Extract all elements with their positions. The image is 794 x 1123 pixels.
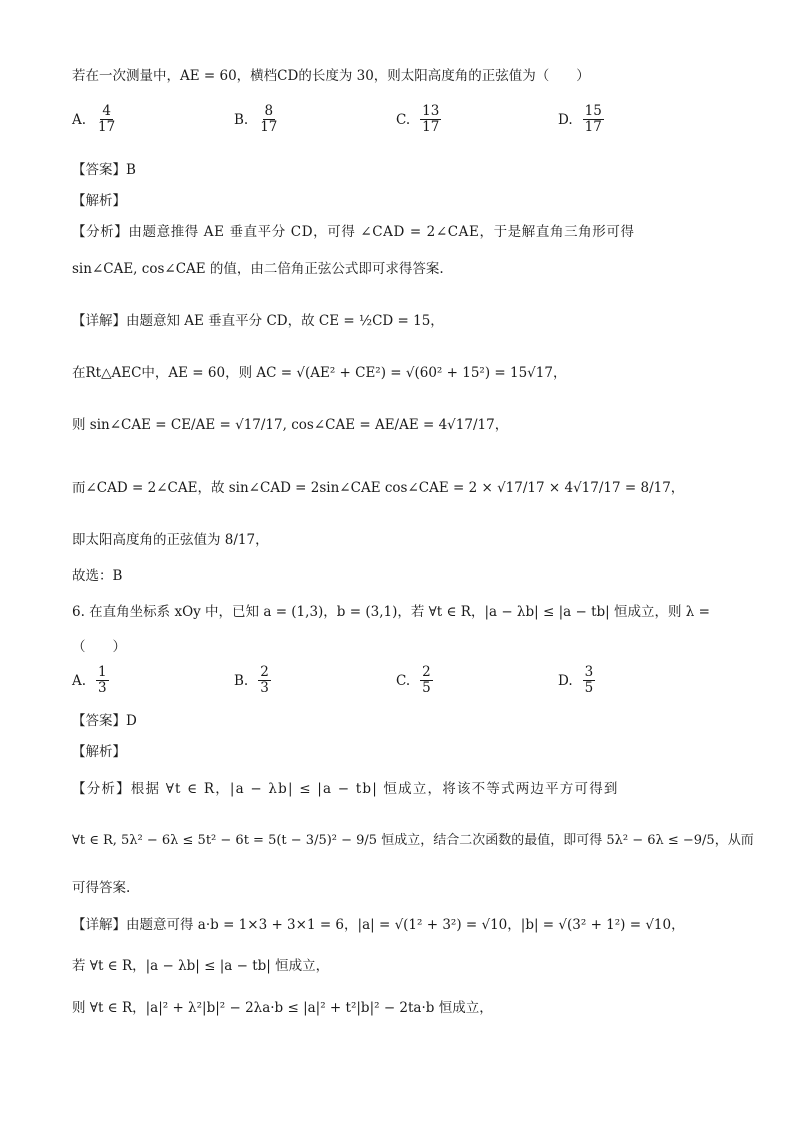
q5-stem: 若在一次测量中，AE = 60，横档CD的长度为 30，则太阳高度角的正弦值为（ ） xyxy=(72,68,590,84)
q5-analysis-line-1: 【分析】由题意推得 AE 垂直平分 CD，可得 ∠CAD = 2∠CAE，于是解直角三角形可得 xyxy=(72,224,635,240)
q6-analysis-line-2: ∀t ∈ R, 5λ² − 6λ ≤ 5t² − 6t = 5(t − 3/5)² − 9/5 恒成立，结合二次函数的最值，即可得 5λ² − 6λ ≤ −9/5，从而 xyxy=(72,833,754,848)
q6-option-c xyxy=(396,665,435,696)
q5-detail-line-5: 即太阳高度角的正弦值为 8/17， xyxy=(72,532,269,548)
option-label: B. xyxy=(234,672,249,689)
option-fraction: $\frac{13}{17}$ xyxy=(422,103,440,135)
q6-analysis-line-3: 可得答案. xyxy=(72,880,131,896)
q6-stem-line-1: 6. 在直角坐标系 xOy 中，已知 a = (1,3)，b = (3,1)，若 ∀t ∈ R，|a − λb| ≤ |a − tb| 恒成立，则 λ = xyxy=(72,604,710,620)
option-label: D. xyxy=(558,672,573,689)
option-fraction: $\frac{15}{17}$ xyxy=(584,103,602,135)
q5-analysis-line-2: sin∠CAE, cos∠CAE 的值，由二倍角正弦公式即可求得答案. xyxy=(72,261,444,277)
option-label: C. xyxy=(396,672,411,689)
q6-option-d xyxy=(558,665,597,696)
option-fraction: $\frac{2}{3}$ xyxy=(260,664,269,696)
q5-detail-line-1: 【详解】由题意知 AE 垂直平分 CD，故 CE = ½CD = 15， xyxy=(72,313,444,329)
q5-choose: 故选：B xyxy=(72,568,123,584)
option-fraction: $\frac{2}{5}$ xyxy=(422,664,431,696)
option-fraction: $\frac{1}{3}$ xyxy=(98,664,107,696)
q6-analysis-heading: 【解析】 xyxy=(72,744,126,760)
q5-detail-line-3: 则 sin∠CAE = CE/AE = √17/17, cos∠CAE = AE/AE = 4√17/17， xyxy=(72,417,509,433)
option-fraction: $\frac{3}{5}$ xyxy=(584,664,594,696)
q6-detail-line-2: 若 ∀t ∈ R，|a − λb| ≤ |a − tb| 恒成立， xyxy=(72,958,330,974)
q6-option-b xyxy=(234,665,273,696)
option-label: A. xyxy=(72,672,87,689)
q6-detail-line-1: 【详解】由题意可得 a·b = 1×3 + 3×1 = 6，|a| = √(1² + 3²) = √10，|b| = √(3² + 1²) = √10， xyxy=(72,917,685,933)
option-fraction: $\frac{4}{17}$ xyxy=(98,103,116,135)
q6-analysis-line-1: 【分析】根据 ∀t ∈ R，|a − λb| ≤ |a − tb| 恒成立，将该不等式两边平方可得到 xyxy=(72,781,619,797)
q5-option-b xyxy=(234,104,281,135)
q6-stem-line-2: （ ） xyxy=(72,639,126,655)
q6-detail-line-3: 则 ∀t ∈ R，|a|² + λ²|b|² − 2λa·b ≤ |a|² + t²|b|² − 2ta·b 恒成立， xyxy=(72,1000,493,1016)
option-label: A. xyxy=(72,111,87,128)
q6-option-a xyxy=(72,665,111,696)
q5-detail-line-2: 在Rt△AEC中，AE = 60，则 AC = √(AE² + CE²) = √(60² + 15²) = 15√17， xyxy=(72,365,567,381)
option-label: B. xyxy=(234,111,249,128)
option-label: C. xyxy=(396,111,411,128)
q5-option-c xyxy=(396,104,443,135)
q5-analysis-heading: 【解析】 xyxy=(72,193,126,209)
option-fraction: $\frac{8}{17}$ xyxy=(260,103,278,135)
q6-answer: 【答案】D xyxy=(72,713,137,729)
q5-detail-line-4: 而∠CAD = 2∠CAE，故 sin∠CAD = 2sin∠CAE cos∠CAE = 2 × √17/17 × 4√17/17 = 8/17， xyxy=(72,480,685,496)
q5-answer: 【答案】B xyxy=(72,162,136,178)
q5-option-a xyxy=(72,104,119,135)
q5-option-d xyxy=(558,104,606,135)
option-label: D. xyxy=(558,111,573,128)
